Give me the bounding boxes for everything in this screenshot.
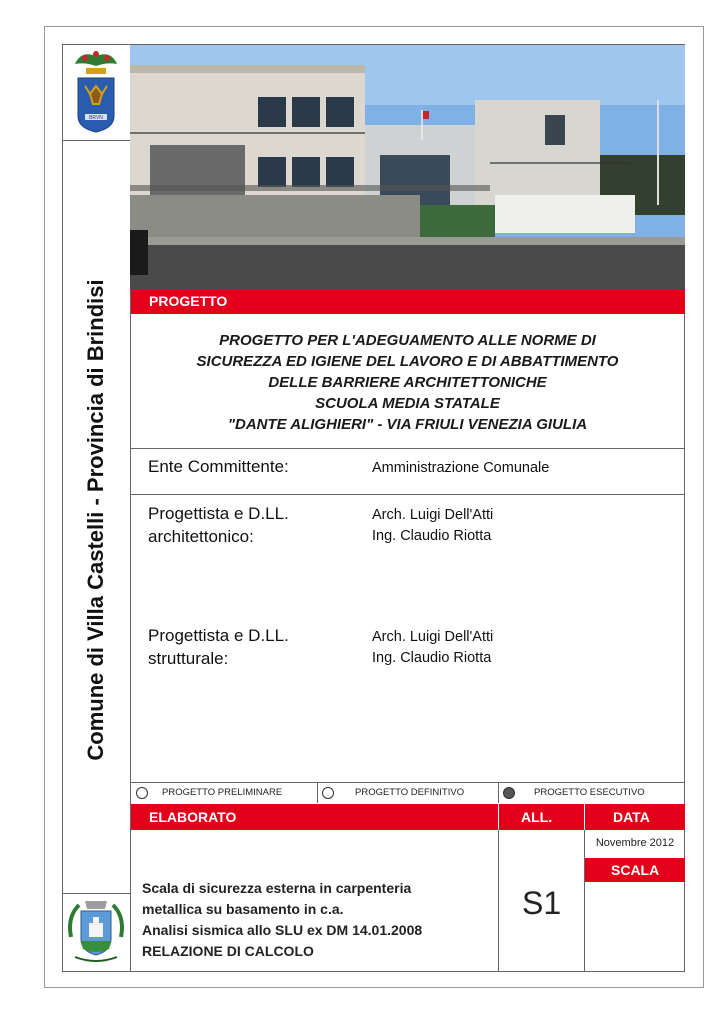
phase-esecutivo-label: PROGETTO ESECUTIVO: [534, 787, 645, 798]
phase-definitivo-radio[interactable]: [322, 787, 334, 799]
divider: [498, 830, 499, 972]
sidebar-top-divider: [62, 140, 130, 141]
sidebar-bottom-divider: [62, 893, 130, 894]
phase-preliminare-radio[interactable]: [136, 787, 148, 799]
divider: [498, 782, 499, 803]
strutt-value-2: Ing. Claudio Riotta: [372, 650, 492, 666]
divider: [130, 494, 685, 495]
arch-label-1: Progettista e D.LL.: [148, 504, 289, 523]
strutt-label-1: Progettista e D.LL.: [148, 626, 289, 645]
sidebar-title: Comune di Villa Castelli - Provincia di Brindisi: [83, 279, 108, 761]
project-title-line: PROGETTO PER L'ADEGUAMENTO ALLE NORME DI: [219, 332, 596, 349]
divider: [317, 782, 318, 803]
strutt-value-1: Arch. Luigi Dell'Atti: [372, 629, 494, 645]
project-title-line: DELLE BARRIERE ARCHITETTONICHE: [268, 374, 547, 391]
divider: [584, 830, 585, 972]
phase-definitivo-label: PROGETTO DEFINITIVO: [355, 787, 465, 798]
strutt-label-2: strutturale:: [148, 649, 229, 668]
arch-value-1: Arch. Luigi Dell'Atti: [372, 507, 494, 523]
arch-label-2: architettonico:: [148, 527, 254, 546]
project-title: [130, 330, 685, 435]
scala-header: SCALA: [585, 858, 685, 882]
city-crest-top: [67, 46, 125, 136]
project-title-line: SCUOLA MEDIA STATALE: [315, 395, 500, 412]
committente-value: Amministrazione Comunale: [372, 460, 550, 476]
phase-preliminare-label: PROGETTO PRELIMINARE: [162, 787, 283, 798]
phase-esecutivo-radio[interactable]: [503, 787, 515, 799]
elaborato-header: ELABORATO: [131, 804, 498, 830]
project-title-line: "DANTE ALIGHIERI" - VIA FRIULI VENEZIA GIULIA: [227, 416, 588, 433]
elaborato-description: [142, 878, 422, 962]
arch-value-2: Ing. Claudio Riotta: [372, 528, 492, 544]
committente-label: Ente Committente:: [148, 457, 289, 476]
description-line: Analisi sismica allo SLU ex DM 14.01.2008: [142, 922, 423, 938]
elaborato-code: S1: [522, 885, 562, 921]
description-line: metallica su basamento in c.a.: [142, 901, 344, 917]
section-progetto-bar: PROGETTO: [131, 290, 685, 314]
description-line: Scala di sicurezza esterna in carpenteria: [142, 880, 412, 896]
date-value: Novembre 2012: [595, 837, 675, 849]
divider: [130, 782, 685, 783]
school-photo: [130, 45, 685, 290]
crest-motto: BRVN: [89, 115, 103, 121]
all-header: ALL.: [499, 804, 584, 830]
data-header: DATA: [585, 804, 685, 830]
project-title-line: SICUREZZA ED IGIENE DEL LAVORO E DI ABBATTIMENTO: [196, 353, 619, 370]
city-crest-bottom: [65, 897, 127, 969]
description-line: RELAZIONE DI CALCOLO: [142, 943, 314, 959]
divider: [130, 448, 685, 449]
